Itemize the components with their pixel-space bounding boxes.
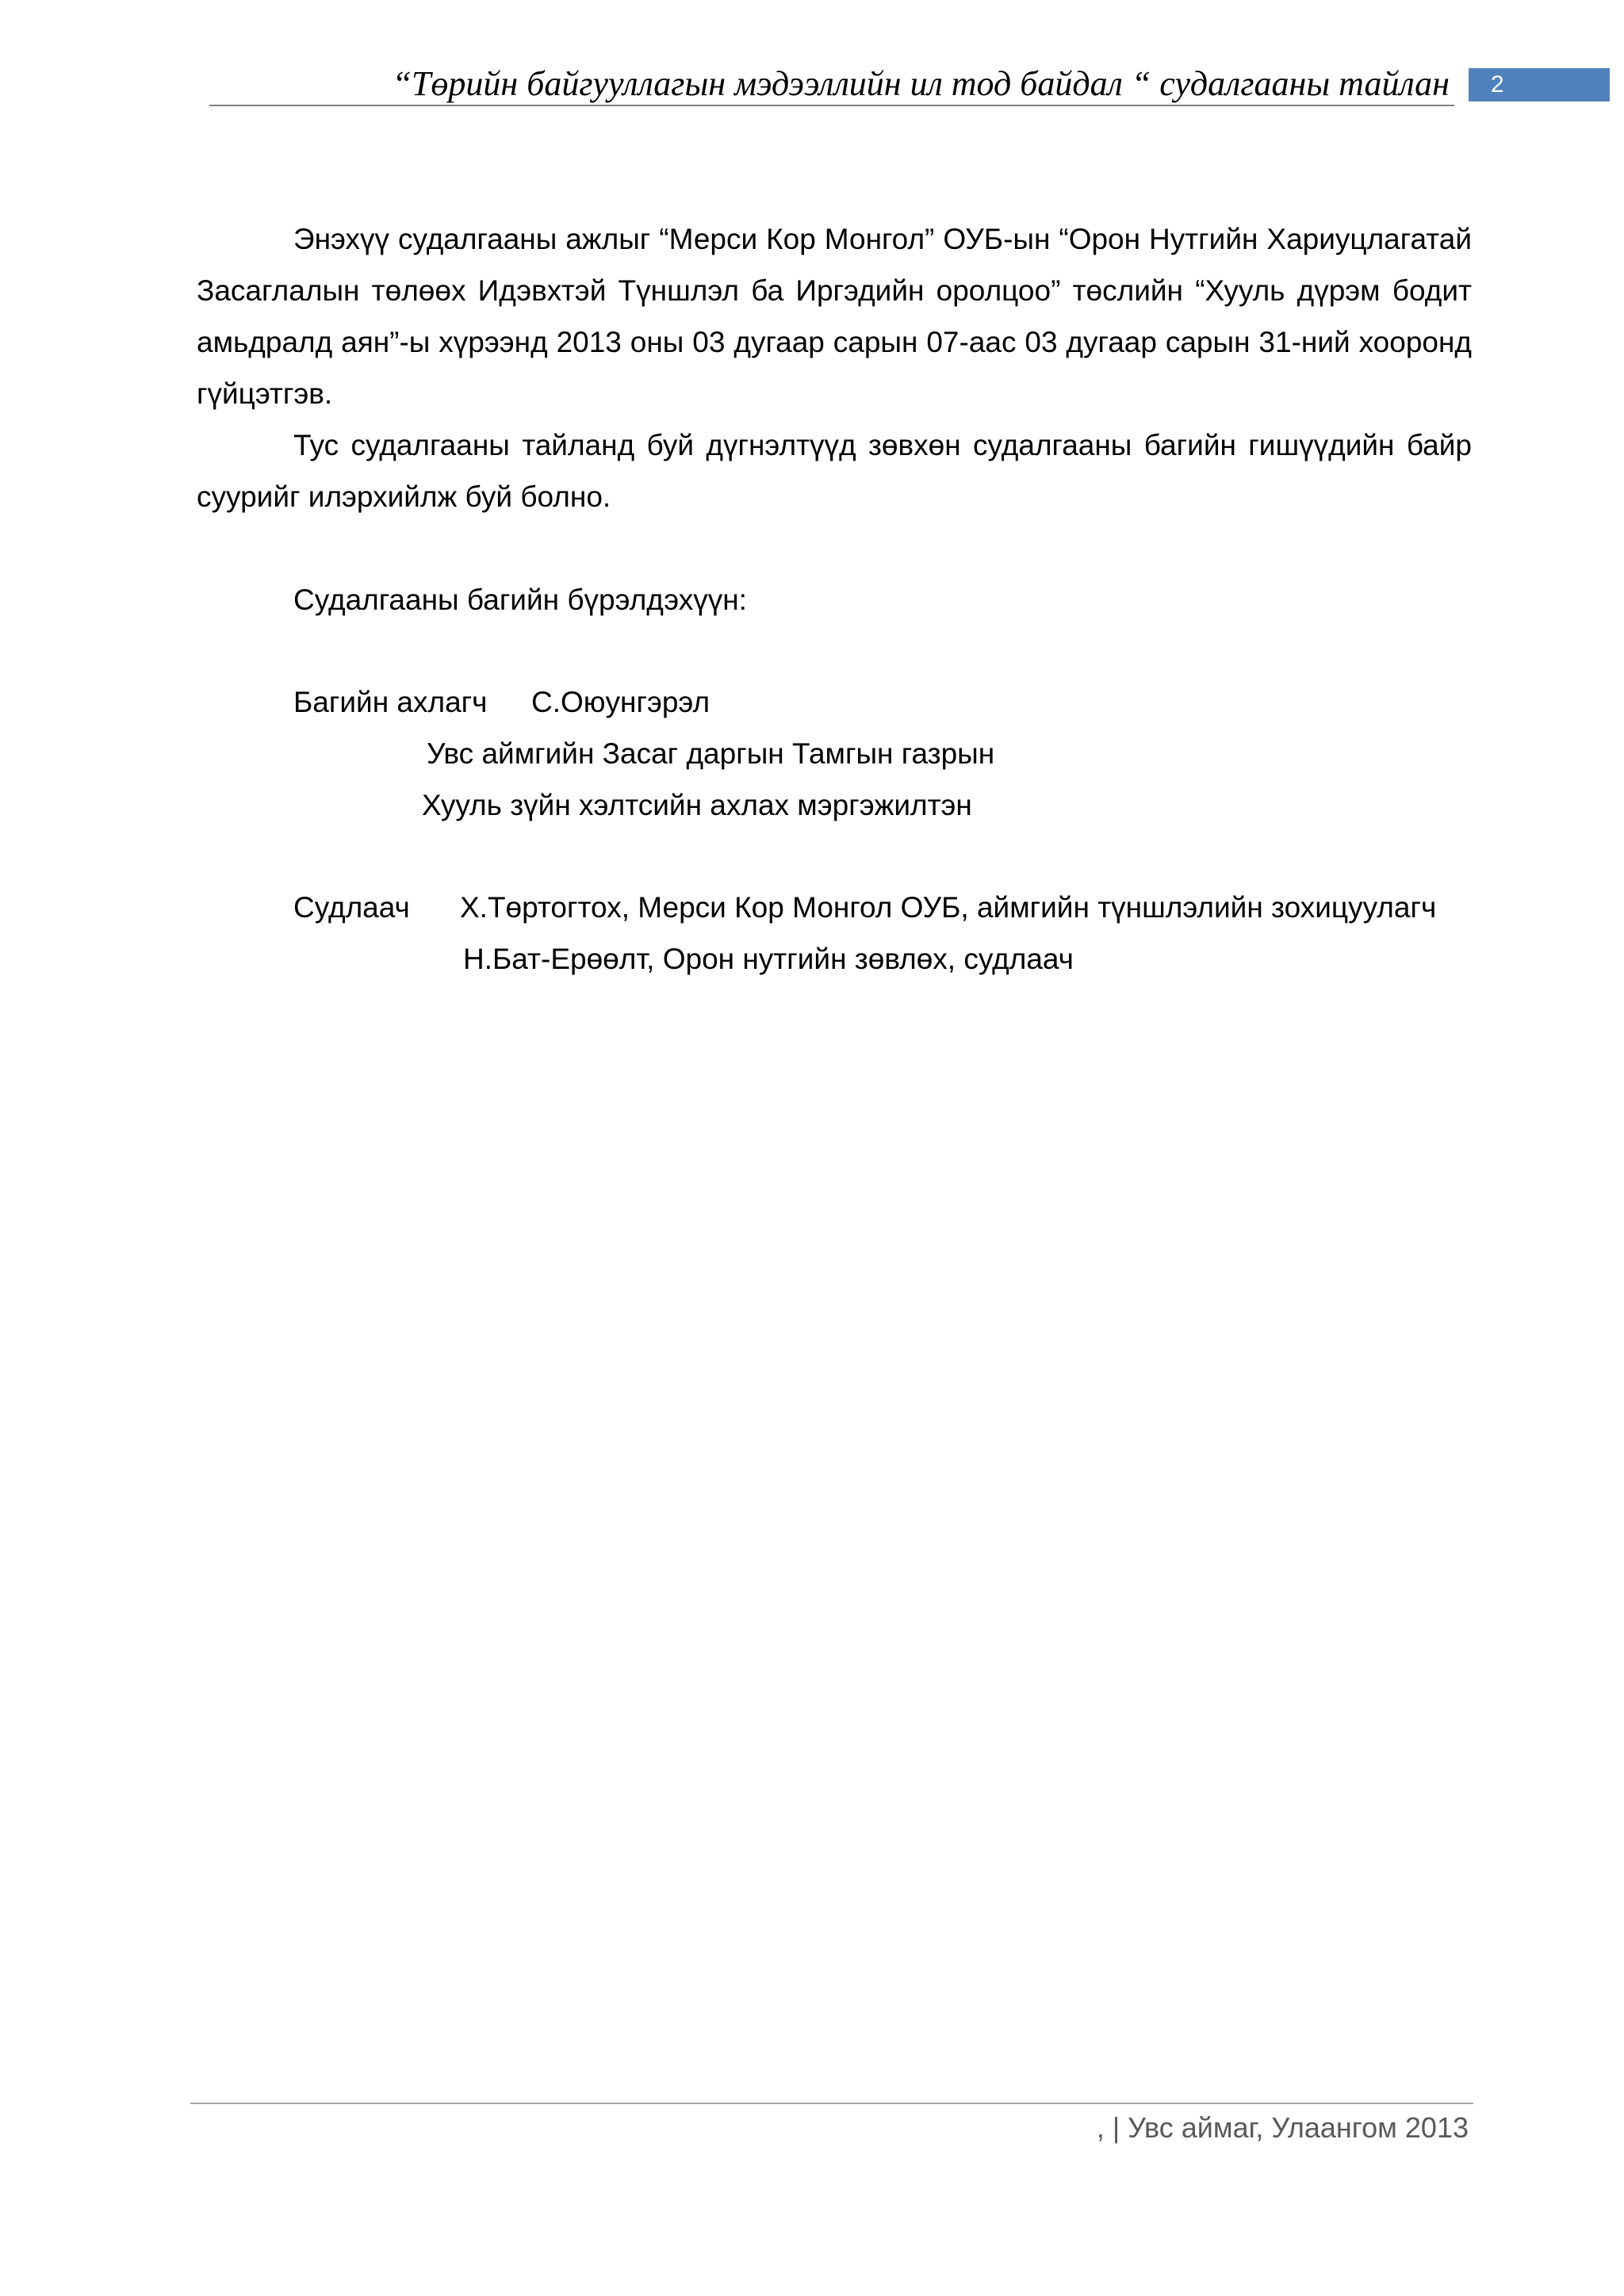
leader-name: С.Оюунгэрэл	[531, 686, 710, 718]
leader-role-label: Багийн ахлагч	[293, 686, 488, 718]
header-title: “Төрийн байгууллагын мэдээллийн ил тод байдал “ судалгааны тайлан	[392, 64, 1450, 103]
leader-position: Хууль зүйн хэлтсийн ахлах мэргэжилтэн	[422, 789, 972, 821]
team-heading: Судалгааны багийн бүрэлдэхүүн:	[293, 584, 747, 616]
researcher-member: Х.Төртогтох, Мерси Кор Монгол ОУБ, аймгийн түншлэлийн зохицуулагч	[460, 891, 1437, 924]
intro-paragraph: Энэхүү судалгааны ажлыг “Мерси Кор Монгол” ОУБ-ын “Орон Нутгийн Хариуцлагатай Засаглалын төлөөх Идэвхтэй Түншлэл ба Иргэдийн оролцоо” төслийн “Хууль дүрэм бодит амьдралд аян”-ы хүрээнд 2013 оны 03 дугаар сарын 07-аас 03 дугаар сарын 31-ний хооронд гүйцэтгэв.	[197, 223, 1472, 410]
page-number-badge: 2	[1469, 68, 1610, 101]
footer-divider	[190, 2103, 1473, 2104]
researcher-role-label: Судлаач	[293, 891, 410, 924]
leader-organization: Увс аймгийн Засаг даргын Тамгын газрын	[427, 737, 995, 770]
researcher-member: Н.Бат-Ерөөлт, Орон нутгийн зөвлөх, судлаач	[463, 943, 1074, 975]
disclaimer-paragraph: Тус судалгааны тайланд буй дүгнэлтүүд зөвхөн судалгааны багийн гишүүдийн байр суурийг илэрхийлж буй болно.	[197, 429, 1472, 513]
header-divider	[209, 105, 1454, 106]
footer-text: , | Увс аймаг, Улаангом 2013	[1096, 2111, 1469, 2144]
